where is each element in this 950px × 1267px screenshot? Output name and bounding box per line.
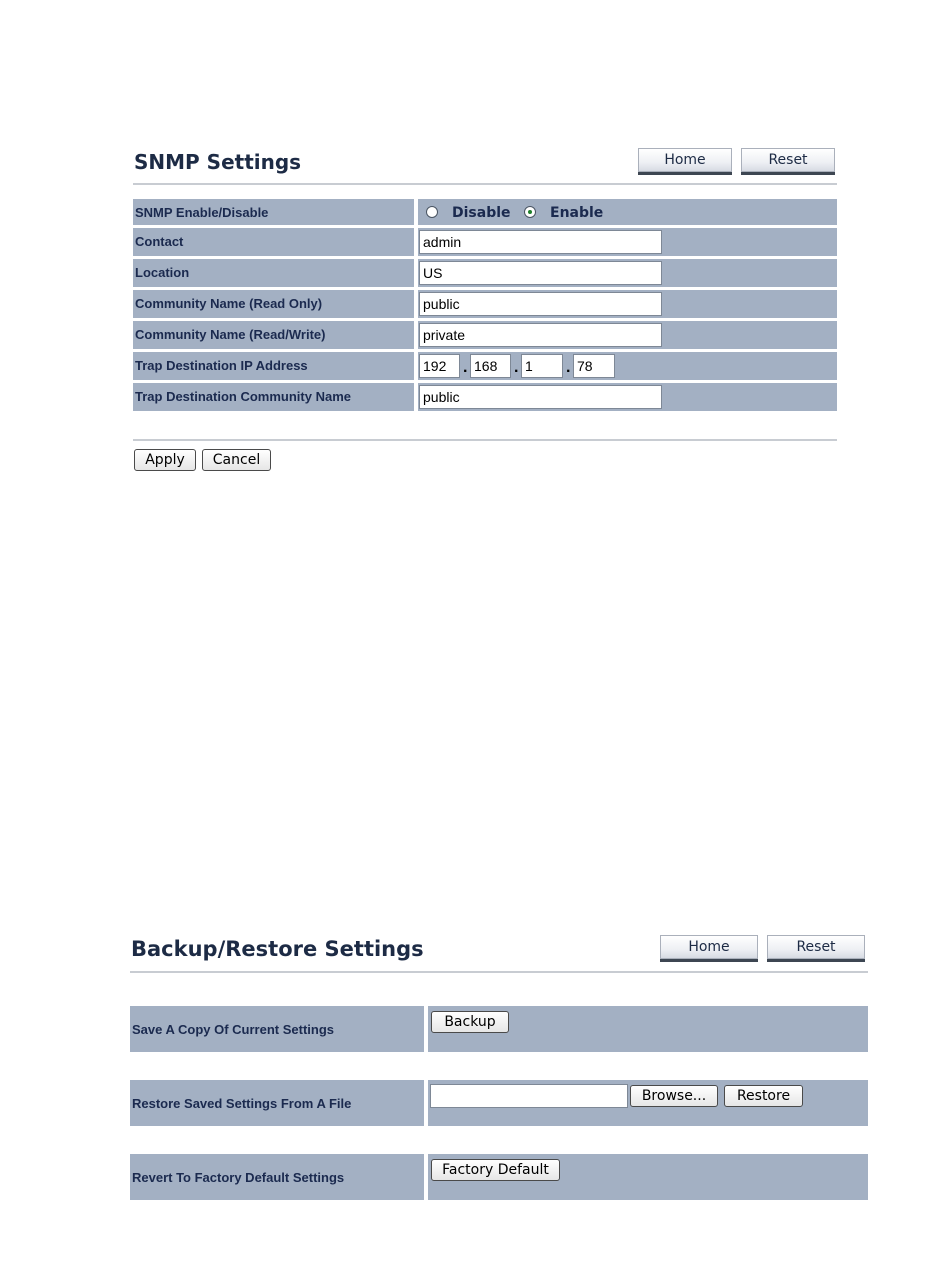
backup-page-title: Backup/Restore Settings — [131, 937, 424, 961]
location-label: Location — [135, 265, 190, 280]
enable-radio-label: Enable — [550, 205, 604, 221]
disable-radio[interactable] — [426, 206, 438, 218]
backup-button[interactable]: Backup — [431, 1011, 509, 1033]
contact-input[interactable]: admin — [419, 230, 662, 254]
location-input[interactable]: US — [419, 261, 662, 285]
cell-separator — [414, 290, 418, 318]
snmp-enable-label: SNMP Enable/Disable — [135, 205, 269, 220]
file-path-input[interactable] — [430, 1084, 628, 1108]
trap-ip-octet-4[interactable]: 78 — [573, 354, 615, 378]
factory-default-label: Revert To Factory Default Settings — [132, 1170, 345, 1185]
backup-home-button[interactable]: Home — [660, 935, 758, 959]
backup-header-divider — [130, 971, 868, 973]
trap-ip-octet-1[interactable]: 192 — [419, 354, 460, 378]
snmp-reset-button[interactable]: Reset — [741, 148, 835, 172]
restore-file-label: Restore Saved Settings From A File — [132, 1096, 352, 1111]
cell-separator — [414, 199, 418, 225]
trap-ip-label: Trap Destination IP Address — [135, 358, 308, 373]
snmp-footer-divider — [133, 439, 837, 441]
browse-button[interactable]: Browse... — [630, 1085, 718, 1107]
restore-button[interactable]: Restore — [724, 1085, 803, 1107]
snmp-home-button[interactable]: Home — [638, 148, 732, 172]
snmp-header-divider — [133, 183, 837, 185]
trap-ip-octet-2[interactable]: 168 — [470, 354, 511, 378]
cell-separator — [414, 321, 418, 349]
disable-radio-label: Disable — [452, 205, 511, 221]
cancel-button[interactable]: Cancel — [202, 449, 271, 471]
trap-ip-octet-3[interactable]: 1 — [521, 354, 563, 378]
trap-community-input[interactable]: public — [419, 385, 662, 409]
community-rw-label: Community Name (Read/Write) — [135, 327, 326, 342]
ip-dot: . — [566, 359, 571, 376]
community-rw-input[interactable]: private — [419, 323, 662, 347]
factory-default-button[interactable]: Factory Default — [431, 1159, 560, 1181]
trap-community-label: Trap Destination Community Name — [135, 389, 351, 404]
cell-separator — [414, 228, 418, 256]
community-ro-input[interactable]: public — [419, 292, 662, 316]
save-copy-label: Save A Copy Of Current Settings — [132, 1022, 335, 1037]
cell-separator — [414, 383, 418, 411]
cell-separator — [424, 1006, 428, 1052]
cell-separator — [424, 1080, 428, 1126]
apply-button[interactable]: Apply — [134, 449, 196, 471]
cell-separator — [414, 352, 418, 380]
community-ro-label: Community Name (Read Only) — [135, 296, 323, 311]
snmp-page-title: SNMP Settings — [134, 150, 302, 174]
cell-separator — [414, 259, 418, 287]
backup-reset-button[interactable]: Reset — [767, 935, 865, 959]
cell-separator — [424, 1154, 428, 1200]
ip-dot: . — [463, 359, 468, 376]
contact-label: Contact — [135, 234, 184, 249]
ip-dot: . — [514, 359, 519, 376]
enable-radio[interactable] — [524, 206, 536, 218]
